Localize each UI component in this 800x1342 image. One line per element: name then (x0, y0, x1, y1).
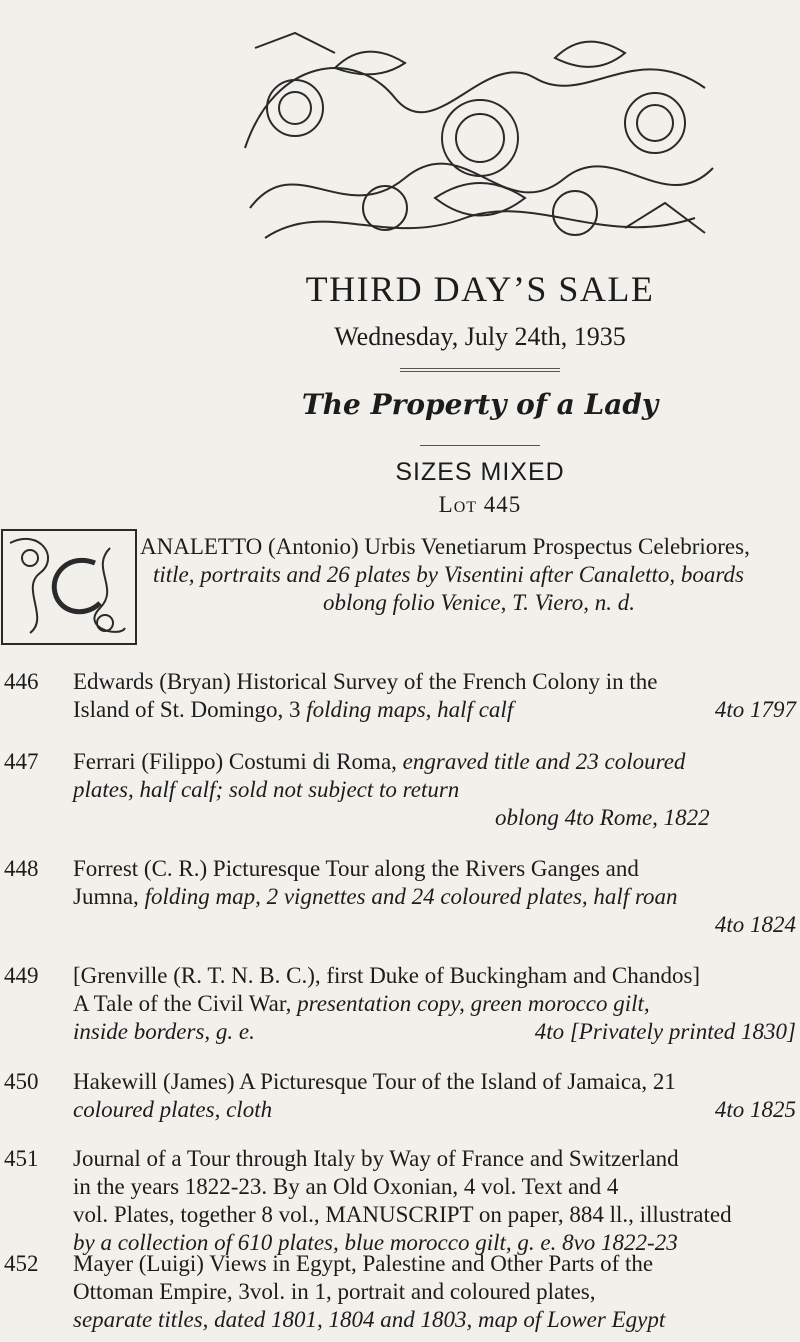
lot-line: inside borders, g. e. 4to [Privately printed 1830] (73, 1019, 796, 1044)
lot-number: 448 (4, 856, 39, 881)
lot-number: 450 (4, 1069, 39, 1094)
sale-date: Wednesday, July 24th, 1935 (334, 322, 626, 351)
lot-line: ANALETTO (Antonio) Urbis Venetiarum Prospectus Celebriores, (140, 534, 750, 559)
divider (420, 445, 540, 446)
lot-line: Edwards (Bryan) Historical Survey of the French Colony in the (73, 669, 658, 694)
decorated-initial-c (0, 528, 138, 646)
lot-number: 452 (4, 1251, 39, 1276)
lot-line: coloured plates, cloth 4to 1825 (73, 1097, 796, 1122)
lot-line: separate titles, dated 1801, 1804 and 1803, map of Lower Egypt (73, 1307, 666, 1332)
divider (400, 368, 560, 369)
lot-line: Island of St. Domingo, 3 folding maps, half calf 4to 1797 (73, 697, 796, 722)
lot-line: Forrest (C. R.) Picturesque Tour along the Rivers Ganges and (73, 856, 639, 881)
format-date: oblong 4to Rome, 1822 (495, 805, 710, 830)
lot-number: 446 (4, 669, 39, 694)
lot-number: 451 (4, 1146, 39, 1171)
format-date: 4to 1824 (714, 912, 796, 937)
lot-line: by a collection of 610 plates, blue morocco gilt, g. e. 8vo 1822-23 (73, 1230, 678, 1255)
lot-line: in the years 1822-23. By an Old Oxonian, 4 vol. Text and 4 (73, 1174, 619, 1199)
lot-line: oblong folio Venice, T. Viero, n. d. (323, 590, 635, 615)
lot-line: title, portraits and 26 plates by Visentini after Canaletto, boards (153, 562, 744, 587)
lot-number: 447 (4, 749, 39, 774)
format-date: 4to [Privately printed 1830] (534, 1019, 796, 1044)
lot-line: Ottoman Empire, 3vol. in 1, portrait and coloured plates, (73, 1279, 596, 1304)
section-heading: SIZES MIXED (395, 458, 565, 486)
lot-line: vol. Plates, together 8 vol., MANUSCRIPT on paper, 884 ll., illustrated (73, 1202, 732, 1227)
format-date: 4to 1797 (714, 697, 796, 722)
lot-line: Ferrari (Filippo) Costumi di Roma, engraved title and 23 coloured (73, 749, 686, 774)
divider (400, 371, 560, 372)
format-date: 4to 1825 (714, 1097, 796, 1122)
lot-heading: Lot 445 (438, 492, 522, 517)
page-title: THIRD DAY’S SALE (305, 269, 655, 309)
lot-line: plates, half calf; sold not subject to return (73, 777, 460, 802)
lot-line: Jumna, folding map, 2 vignettes and 24 coloured plates, half roan (73, 884, 678, 909)
lot-line: Journal of a Tour through Italy by Way of France and Switzerland (73, 1146, 679, 1171)
lot-number: 449 (4, 963, 39, 988)
ornamental-header-illustration (235, 28, 725, 253)
provenance-heading: The Property of a Lady (301, 388, 659, 421)
lot-line: Hakewill (James) A Picturesque Tour of the Island of Jamaica, 21 (73, 1069, 676, 1094)
lot-line: [Grenville (R. T. N. B. C.), first Duke of Buckingham and Chandos] (73, 963, 701, 988)
lot-line: Mayer (Luigi) Views in Egypt, Palestine and Other Parts of the (73, 1251, 654, 1276)
lot-line: A Tale of the Civil War, presentation copy, green morocco gilt, (73, 991, 650, 1016)
